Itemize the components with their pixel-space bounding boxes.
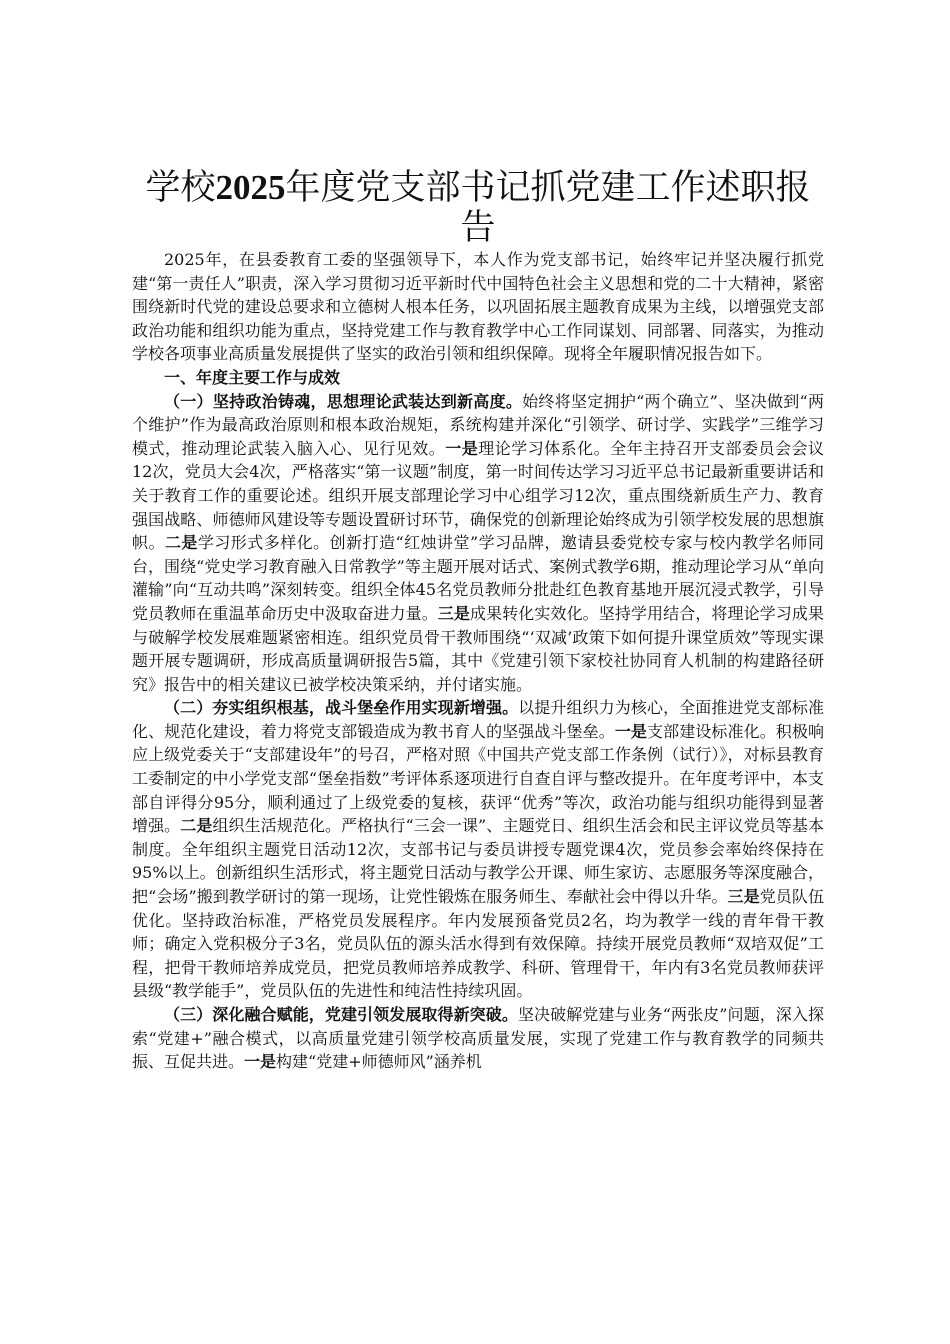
point-marker: 三是 bbox=[727, 887, 760, 907]
paragraph-text: 构建“党建+师德师风”涵养机 bbox=[276, 1052, 482, 1072]
paragraph-lead: （一）坚持政治铸魂，思想理论武装达到新高度。 bbox=[164, 391, 523, 411]
document-title bbox=[132, 168, 824, 248]
paragraph-political bbox=[132, 390, 824, 697]
point-marker: 一是 bbox=[614, 721, 648, 741]
section-heading: 一、年度主要工作与成效 bbox=[164, 367, 341, 387]
paragraph-text: 坚决破解党建与业务“两张皮”问题，深入探索“党建+”融合模式，以高质量党建引领学校高质量发展，实现了党建工作与教育教学的同频共振、互促共进。 bbox=[132, 1005, 824, 1072]
paragraph-text: 始终将坚定拥护“两个确立”、坚决做到“两个维护”作为最高政治原则和根本政治规矩，系统构建并深化“引领学、研讨学、实践学”三维学习模式，推动理论武装入脑入心、见行见效。 bbox=[132, 391, 824, 458]
title-suffix: 年度党支部书记抓党建工作述职报告 bbox=[285, 168, 811, 248]
document-page bbox=[132, 168, 824, 1074]
point-marker: 一是 bbox=[445, 438, 479, 458]
point-marker: 三是 bbox=[437, 603, 470, 623]
paragraph-lead: （二）夯实组织根基，战斗堡垒作用实现新增强。 bbox=[164, 698, 519, 718]
paragraph-text: 成果转化实效化。坚持学用结合，将理论学习成果与破解学校发展难题紧密相连。组织党员骨干教师围绕“‘双减’政策下如何提升课堂质效”等现实课题开展专题调研，形成高质量调研报告5篇，其中《党建引领下家校社协同育人机制的构建路径研究》报告中的相关建议已被学校决策采纳，并付诸实施。 bbox=[132, 603, 824, 694]
paragraph-text: 学习形式多样化。创新打造“红烛讲堂”学习品牌，邀请县委党校专家与校内教学名师同台，围绕“党史学习教育融入日常教学”等主题开展对话式、案例式教学6期，推动理论学习从“单向灌输”向“互动共鸣”深刻转变。组织全体45名党员教师分批赴红色教育基地开展沉浸式教学，引导党员教师在重温革命历史中汲取奋进力量。 bbox=[132, 533, 824, 623]
point-marker: 一是 bbox=[244, 1052, 277, 1072]
title-year: 2025 bbox=[215, 168, 286, 207]
paragraph-lead: （三）深化融合赋能，党建引领发展取得新突破。 bbox=[164, 1005, 518, 1024]
paragraph-text: 党员队伍优化。坚持政治标准，严格党员发展程序。年内发展预备党员2名，均为教学一线的青年骨干教师；确定入党积极分子3名，党员队伍的源头活水得到有效保障。持续开展党员教师“双培双促”工程，把骨干教师培养成党员，把党员教师培养成教学、科研、管理骨干，年内有3名党员教师获评县级“教学能手”，党员队伍的先进性和纯洁性持续巩固。 bbox=[132, 887, 824, 1001]
point-marker: 二是 bbox=[180, 816, 213, 836]
paragraph-text: 理论学习体系化。全年主持召开支部委员会会议12次，党员大会4次，严格落实“第一议题”制度，第一时间传达学习习近平总书记最新重要讲话和关于教育工作的重要论述。组织开展支部理论学习中心组学习12次，重点围绕新质生产力、教育强国战略、师德师风建设等专题设置研讨环节，确保党的创新理论始终成为引领学校发展的思想旗帜。 bbox=[132, 438, 824, 553]
title-prefix: 学校 bbox=[145, 168, 216, 208]
point-marker: 二是 bbox=[164, 533, 198, 553]
paragraph-organization bbox=[132, 696, 824, 1003]
intro-paragraph: 2025年，在县委教育工委的坚强领导下，本人作为党支部书记，始终牢记并坚决履行抓党建“第一责任人”职责，深入学习贯彻习近平新时代中国特色社会主义思想和党的二十大精神，紧密围绕新时代党的建设总要求和立德树人根本任务，以巩固拓展主题教育成果为主线，以增强党支部政治功能和组织功能为重点，坚持党建工作与教育教学中心工作同谋划、同部署、同落实，为推动学校各项事业高质量发展提供了坚实的政治引领和组织保障。现将全年履职情况报告如下。 bbox=[132, 250, 824, 364]
paragraph-text: 支部建设标准化。积极响应上级党委关于“支部建设年”的号召，严格对照《中国共产党支部工作条例（试行）》，对标县教育工委制定的中小学党支部“堡垒指数”考评体系逐项进行自查自评与整改提升。在年度考评中，本支部自评得分95分，顺利通过了上级党委的复核，获评“优秀”等次，政治功能与组织功能得到显著增强。 bbox=[132, 721, 824, 836]
paragraph-text: 组织生活规范化。严格执行“三会一课”、主题党日、组织生活会和民主评议党员等基本制度。全年组织主题党日活动12次，支部书记与委员讲授专题党课4次，党员参会率始终保持在95%以上。创新组织生活形式，将主题党日活动与教学公开课、师生家访、志愿服务等深度融合，把“会场”搬到教学研讨的第一现场，让党性锻炼在服务师生、奉献社会中得以升华。 bbox=[132, 816, 824, 907]
paragraph-text: 以提升组织力为核心，全面推进党支部标准化、规范化建设，着力将党支部锻造成为教书育人的坚强战斗堡垒。 bbox=[132, 698, 824, 741]
paragraph-integration bbox=[132, 1003, 824, 1074]
